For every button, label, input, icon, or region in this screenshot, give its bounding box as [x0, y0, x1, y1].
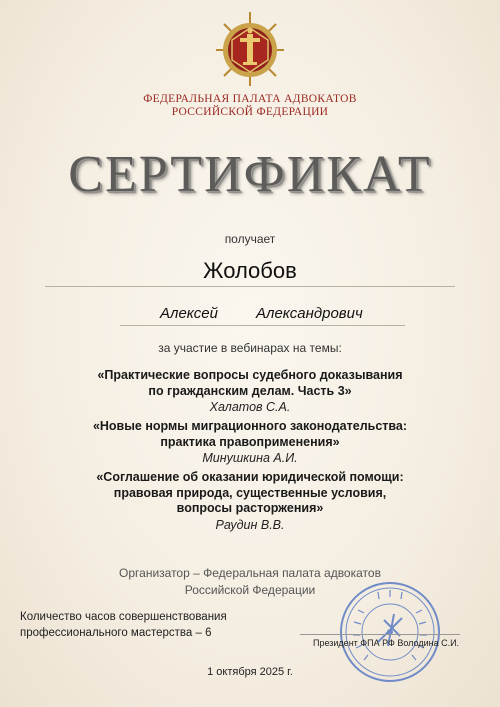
webinar-speaker: Халатов С.А.: [209, 400, 291, 414]
bar-association-emblem-icon: [210, 10, 290, 88]
webinar-title-line: вопросы расторжения»: [176, 501, 324, 515]
issue-date: 1 октября 2025 г.: [207, 666, 293, 678]
webinar-title-line: по гражданским делам. Часть 3»: [148, 383, 352, 398]
organization-name-line1: ФЕДЕРАЛЬНАЯ ПАЛАТА АДВОКАТОВ: [143, 93, 357, 105]
hours-line2: профессионального мастерства – 6: [20, 627, 212, 639]
webinar-title: [50, 419, 450, 450]
hours-statement: [20, 609, 227, 641]
webinar-speaker: Минушкина А.И.: [202, 451, 298, 465]
signature-line: [300, 634, 460, 635]
webinar-title-line: практика правоприменения»: [160, 434, 340, 449]
webinar-speaker: Раудин В.В.: [215, 517, 285, 532]
participation-label: за участие в вебинарах на темы:: [158, 341, 342, 355]
receives-label: получает: [224, 232, 276, 246]
organizer-line2: Российской Федерации: [184, 583, 316, 597]
webinar-list: [50, 368, 450, 537]
certificate-title: СЕРТИФИКАТ: [68, 146, 432, 203]
webinar-title-line: «Практические вопросы судебного доказывания: [97, 368, 403, 382]
webinar-title: [50, 368, 450, 399]
organization-name-line2: РОССИЙСКОЙ ФЕДЕРАЦИИ: [171, 106, 329, 118]
webinar-item: [50, 368, 450, 416]
organizer-line1: Организатор – Федеральная палата адвокатов: [119, 566, 381, 580]
recipient-given-name: Алексей: [160, 305, 218, 322]
name-underline: [120, 325, 405, 326]
recipient-surname: Жолобов: [203, 258, 297, 283]
hours-line1: Количество часов совершенствования: [20, 611, 227, 623]
webinar-item: [50, 470, 450, 534]
webinar-title-line: правовая природа, существенные условия,: [113, 485, 387, 500]
president-signature-label: Президент ФПА РФ Володина С.И.: [313, 638, 460, 648]
webinar-title: [50, 470, 450, 517]
organization-name: [0, 93, 500, 119]
webinar-title-line: «Соглашение об оказании юридической помощи:: [96, 470, 404, 484]
recipient-patronymic: Александрович: [256, 305, 363, 322]
webinar-item: [50, 419, 450, 467]
surname-underline: [45, 286, 455, 287]
webinar-title-line: «Новые нормы миграционного законодательства:: [92, 419, 408, 433]
